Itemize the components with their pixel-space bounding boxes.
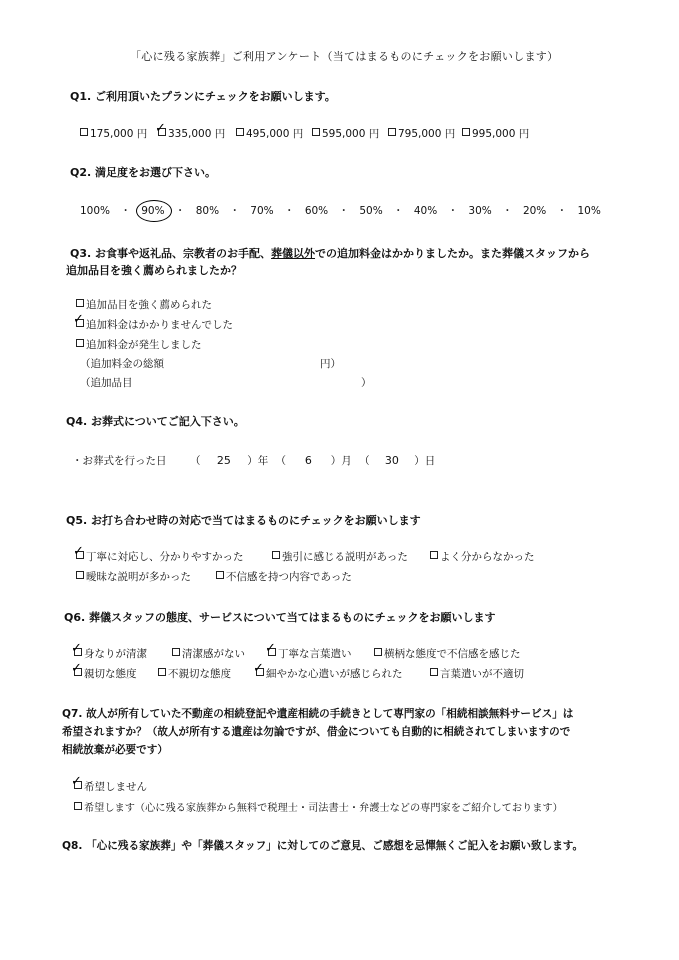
q2-option-90[interactable]: 90% <box>141 205 168 217</box>
q3-option-pushed[interactable]: 追加品目を強く薦められた <box>76 297 212 312</box>
q3-question-line1: Q3. お食事や返礼品、宗教者のお手配、葬儀以外での追加料金はかかりましたか。また葬儀スタッフから <box>70 247 591 260</box>
checkbox[interactable] <box>76 299 84 307</box>
checkbox[interactable] <box>236 128 244 136</box>
q6-option-clean-appearance[interactable]: ✓ 身なりが清潔 <box>71 641 147 660</box>
q6-question: Q6. 葬儀スタッフの態度、サービスについて当てはまるものにチェックをお願いします <box>64 611 496 624</box>
q7-question-line3: 相続放棄が必要です） <box>62 744 168 756</box>
check-mark-icon: ✓ <box>71 661 82 676</box>
separator: ・ <box>393 205 404 217</box>
q4-date-row: （ 25 ）年 （ 6 ）月 （ 30 ）日 <box>190 454 436 467</box>
checkbox[interactable] <box>312 128 320 136</box>
checkbox-checked[interactable] <box>265 641 278 660</box>
q6-option-unclean[interactable]: 清潔感がない <box>172 646 245 661</box>
q5-option-polite[interactable]: ✓ 丁寧に対応し、分かりやすかった <box>73 544 244 563</box>
q2-option-20[interactable]: 20% <box>522 205 547 217</box>
q6-option-unkind[interactable]: 不親切な態度 <box>158 666 231 681</box>
q6-option-attentive[interactable]: ✓ 細やかな心遣いが感じられた <box>253 661 403 680</box>
check-mark-icon: ✓ <box>253 661 264 676</box>
q2-option-40[interactable]: 40% <box>413 205 438 217</box>
checkbox-checked[interactable] <box>71 661 84 680</box>
q3-amount-unit: 円） <box>320 358 341 370</box>
q3-amount-label: （追加料金の総額 <box>80 358 164 370</box>
q2-option-50[interactable]: 50% <box>359 205 383 217</box>
q7-option-yes[interactable]: 希望します（心に残る家族葬から無料で税理士・司法書士・弁護士などの専門家をご紹介しております） <box>74 799 563 814</box>
month-value[interactable]: 6 <box>304 454 312 467</box>
checkbox[interactable] <box>272 551 280 559</box>
checkbox[interactable] <box>76 339 84 347</box>
checkbox-checked[interactable] <box>73 544 86 563</box>
q3-question-line2: 追加品目を強く薦められましたか？ <box>66 264 242 277</box>
q1-option-795000[interactable]: 795,000 円 <box>388 126 455 141</box>
check-mark-icon: ✓ <box>71 641 82 656</box>
separator: ・ <box>283 205 295 217</box>
q2-option-80[interactable]: 80% <box>195 205 220 217</box>
q6-option-kind[interactable]: ✓ 親切な態度 <box>71 661 137 680</box>
checkbox[interactable] <box>430 668 438 676</box>
q2-options-row <box>80 203 601 218</box>
separator: ・ <box>447 205 459 217</box>
q2-option-70[interactable]: 70% <box>250 205 274 217</box>
q2-option-10[interactable]: 10% <box>577 205 601 217</box>
checkbox[interactable] <box>80 128 88 136</box>
q2-option-100[interactable]: 100% <box>80 205 111 217</box>
separator: ・ <box>174 205 186 217</box>
q2-option-60[interactable]: 60% <box>304 205 329 217</box>
check-mark-icon: ✓ <box>73 312 84 327</box>
checkbox-checked[interactable] <box>155 121 168 140</box>
check-mark-icon: ✓ <box>155 121 166 136</box>
q2-question: Q2. 満足度をお選び下さい。 <box>70 166 217 179</box>
q6-option-polite-language[interactable]: ✓ 丁寧な言葉遣い <box>265 641 352 660</box>
q1-option-995000[interactable]: 995,000 円 <box>462 126 529 141</box>
q5-question: Q5. お打ち合わせ時の対応で当てはまるものにチェックをお願いします <box>66 514 421 527</box>
checkbox[interactable] <box>374 648 382 656</box>
q3-items-close: ） <box>361 377 372 389</box>
q4-question: Q4. お葬式についてご記入下さい。 <box>66 415 245 428</box>
check-mark-icon: ✓ <box>71 774 82 789</box>
separator: ・ <box>338 205 349 217</box>
q4-date-label: ・お葬式を行った日 <box>72 455 167 467</box>
checkbox[interactable] <box>76 571 84 579</box>
q1-option-175000[interactable]: 175,000 円 <box>80 126 147 141</box>
checkbox[interactable] <box>172 648 180 656</box>
q2-option-30[interactable]: 30% <box>468 205 492 217</box>
q8-question: Q8. 「心に残る家族葬」や「葬儀スタッフ」に対してのご意見、ご感想を忌憚無くご記入をお願い致します。 <box>62 840 584 852</box>
checkbox[interactable] <box>462 128 470 136</box>
checkbox[interactable] <box>74 802 82 810</box>
q5-option-forceful[interactable]: 強引に感じる説明があった <box>272 549 408 564</box>
separator: ・ <box>120 205 131 217</box>
q3-option-no-extra-fee[interactable]: ✓ 追加料金はかかりませんでした <box>73 312 233 331</box>
separator: ・ <box>556 205 568 217</box>
q3-items-label: （追加品目 <box>80 377 133 389</box>
q7-question-line1: Q7. 故人が所有していた不動産の相続登記や遺産相続の手続きとして専門家の「相続相談無料サービス」は <box>62 708 574 720</box>
check-mark-icon: ✓ <box>73 544 84 559</box>
q5-option-vague[interactable]: 曖昧な説明が多かった <box>76 569 191 584</box>
q6-option-arrogant[interactable]: 横柄な態度で不信感を感じた <box>374 646 521 661</box>
q7-question-line2: 希望されますか？（故人が所有する遺産は勿論ですが、借金についても自動的に相続されてしまいますので <box>62 726 571 738</box>
q7-option-no[interactable]: ✓ 希望しません <box>71 774 147 793</box>
q1-option-495000[interactable]: 495,000 円 <box>236 126 303 141</box>
checkbox-checked[interactable] <box>73 312 86 331</box>
q3-option-extra-fee[interactable]: 追加料金が発生しました <box>76 337 202 352</box>
day-value[interactable]: 30 <box>384 454 399 467</box>
q1-option-595000[interactable]: 595,000 円 <box>312 126 379 141</box>
checkbox-checked[interactable] <box>71 774 84 793</box>
separator: ・ <box>229 205 240 217</box>
separator: ・ <box>502 205 513 217</box>
checkbox[interactable] <box>430 551 438 559</box>
checkbox[interactable] <box>158 668 166 676</box>
selection-circle <box>136 200 172 222</box>
survey-title: 「心に残る家族葬」ご利用アンケート（当てはまるものにチェックをお願いします） <box>130 50 559 63</box>
year-value[interactable]: 25 <box>216 454 231 467</box>
q5-option-distrust[interactable]: 不信感を持つ内容であった <box>216 569 352 584</box>
checkbox[interactable] <box>216 571 224 579</box>
checkbox-checked[interactable] <box>253 661 266 680</box>
q6-option-improper-language[interactable]: 言葉遣いが不適切 <box>430 666 524 681</box>
checkbox-checked[interactable] <box>71 641 84 660</box>
q1-question: Q1. ご利用頂いたプランにチェックをお願いします。 <box>70 90 336 103</box>
check-mark-icon: ✓ <box>265 641 276 656</box>
q5-option-unclear[interactable]: よく分からなかった <box>430 549 535 564</box>
checkbox[interactable] <box>388 128 396 136</box>
q1-option-335000[interactable]: ✓ 335,000 円 <box>155 121 226 140</box>
